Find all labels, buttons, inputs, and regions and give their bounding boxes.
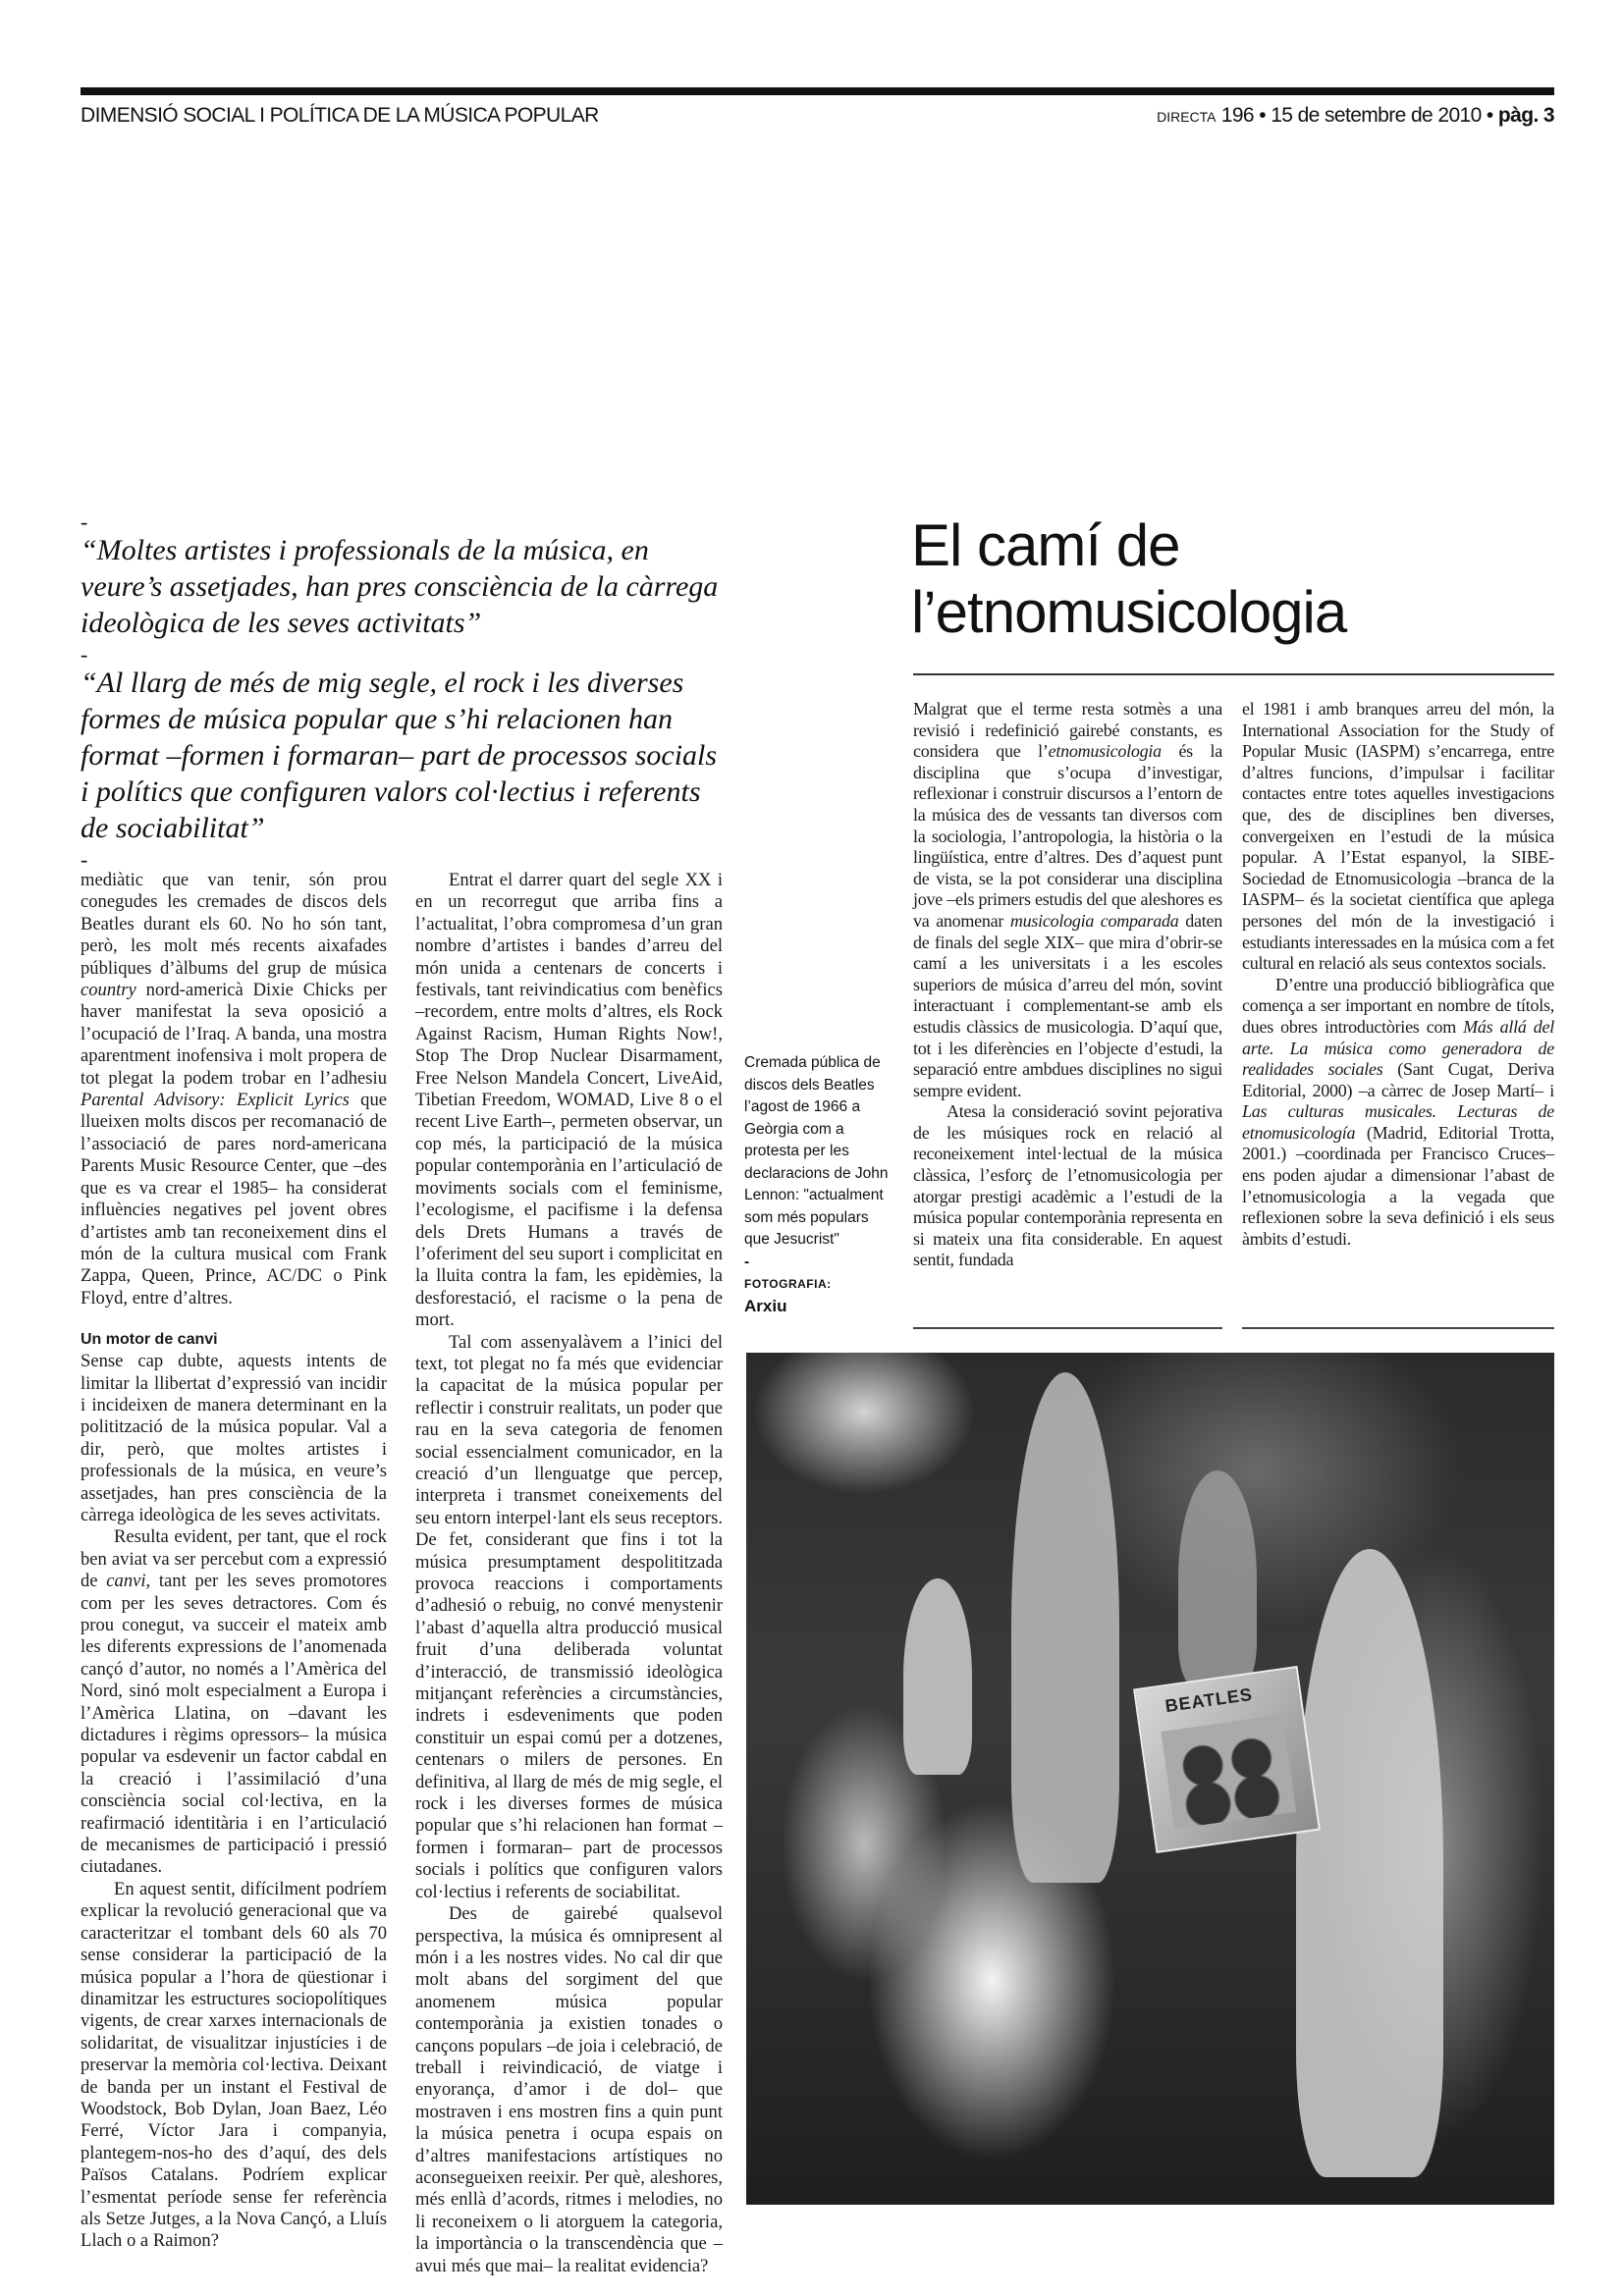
issue-date: 196 • 15 de setembre de 2010 •: [1216, 104, 1498, 127]
page-number: pàg. 3: [1497, 104, 1554, 127]
article-column-1: [81, 870, 387, 2253]
photo-figure: [1296, 1549, 1443, 2177]
quote-separator: -: [81, 642, 88, 667]
paragraph: el 1981 i amb branques arreu del món, la International Association for the Study of Popular Music (IASPM) s’encarrega, entre d’altres funcions, d’impulsar i facilitar contactes entre totes aquelles investigacions que, des de disciplines ben diverses, convergeixen en l’estudi de la música popular. A l’Estat espanyol, la SIBE-Sociedad de Etnomusicologia –branca de la IASPM– és la societat científica que aplega persones del món de la investigació i estudiants interessades en la música com a fet cultural en relació als seus contextos socials.: [1242, 699, 1554, 974]
album-cover-faces: [1161, 1715, 1296, 1829]
photo-credit-label: FOTOGRAFIA:: [744, 1277, 832, 1291]
photo-figure: [903, 1578, 972, 1775]
caption-separator: -: [744, 1253, 750, 1270]
sidebar-column-2: [1242, 699, 1554, 1250]
text: , tant per les seves promotores com per les seves detractores. Com és prou conegut, va succeir el mateix amb les diferents expressions de l’anomenada cançó d’autor, no només a l’Amèrica del Nord, sinó molt especialment a Europa i l’Amèrica Llatina, on –davant les dictadures i règims opressors– la música popular va esdevenir un factor cabdal en la creació i l’assimilació d’una consciència social col·lectiva, en la reafirmació identitària i en l’articulació de mecanismes de participació i pressió ciutadanes.: [81, 1571, 387, 1878]
italic-text: etnomusicologia: [1048, 741, 1162, 762]
beatles-album: [1133, 1666, 1321, 1853]
text: nord-americà Dixie Chicks per haver manifestat la seva oposició a l’ocupació de l’Iraq. A banda, una mostra aparentment inofensiva i molt propera de tot plegat la podem trobar en l’adhesiu: [81, 980, 387, 1089]
paragraph: [81, 870, 387, 1309]
sidebar-bottom-rule: [1242, 1327, 1554, 1329]
sidebar-title: [911, 512, 1346, 646]
sidebar-title-line: l’etnomusicologia: [911, 579, 1347, 645]
photo-figure: [1178, 1470, 1257, 1686]
pull-quote: “Moltes artistes i professionals de la música, en veure’s assetjades, han pres consciència de la càrrega ideològica de les seves activitats”: [81, 534, 719, 639]
text: mediàtic que van tenir, són prou conegudes les cremades de discos dels Beatles durant els 60. No ho són tant, però, les molt més recents aixafades públiques d’àlbums del grup de música: [81, 870, 387, 979]
photo-beatles-record-burning: [746, 1353, 1554, 2205]
pull-quotes: [81, 509, 719, 872]
text: és la disciplina que s’ocupa d’investigar, reflexionar i construir discursos a l’entorn de la música des de vessants tan diversos com la sociologia, l’antropologia, la història o la lingüística, entre d’altres. Des d’aquest punt de vista, se la pot considerar una disciplina jove –els primers estudis del que aleshores es va anomenar: [913, 741, 1222, 931]
page-info: [1157, 104, 1554, 128]
caption-text: Cremada pública de discos dels Beatles l’agost de 1966 a Geòrgia com a protesta per les declaracions de John Lennon: "actualment som més populars que Jesucrist": [744, 1054, 889, 1248]
photo-caption: [744, 1052, 892, 1317]
text: Malgrat que el terme resta sotmès a una revisió i redefinició gairebé constants, es considera que l’: [913, 699, 1222, 762]
photo-credit: Arxiu: [744, 1296, 787, 1315]
top-rule: [81, 87, 1554, 95]
italic-text: Más allá del arte. La música como generadora de realidades sociales: [1242, 1016, 1554, 1080]
text: (Sant Cugat, Deriva Editorial, 2000) –a càrrec de Josep Martí– i: [1242, 1059, 1555, 1100]
paragraph: Atesa la consideració sovint pejorativa de les músiques rock en relació al reconeixement intel·lectual de la música clàssica, l’esforç de l’etnomusicologia per atorgar prestigi acadèmic a l’estudi de la música popular contemporània representa en si mateix una fita considerable. En aquest sentit, fundada: [913, 1101, 1222, 1270]
italic-text: Las culturas musicales. Lecturas de etnomusicología: [1242, 1101, 1554, 1143]
quote-separator: -: [81, 847, 88, 872]
sidebar-column-1: [913, 699, 1222, 1271]
italic-text: country: [81, 980, 136, 1001]
italic-text: Parental Advisory: Explicit Lyrics: [81, 1090, 350, 1111]
paragraph: Tal com assenyalàvem a l’inici del text, tot plegat no fa més que evidenciar la capacitat de la música popular per reflectir i construir realitats, un poder que rau en la seva categoria de fenomen social essencialment comunicador, en la creació d’un llenguatge que percep, interpreta i transmet coneixements del seu entorn interpel·lant els seus receptors. De fet, considerant que fins i tot la música presumptament despolititzada provoca reaccions i comportaments d’adhesió o rebuig, no convé menystenir l’abast d’aquella altra producció musical fruit d’una deliberada voluntat d’interacció, de transmissió ideològica mitjançant referències a circumstàncies, indrets i esdeveniments que poden constituir un espai comú per a dotzenes, centenars o milers de persones. En definitiva, al llarg de més de mig segle, el rock i les diverses formes de música popular que s’hi relacionen han format –formen i formaran– part de processos socials i polítics que configuren valors col·lectius i referents de sociabilitat.: [415, 1331, 723, 1902]
subheading: Un motor de canvi: [81, 1331, 218, 1349]
sidebar-bottom-rule: [913, 1327, 1222, 1329]
section-title: DIMENSIÓ SOCIAL I POLÍTICA DE LA MÚSICA POPULAR: [81, 104, 599, 127]
paragraph: Sense cap dubte, aquests intents de limitar la llibertat d’expressió van incidir i incideixen de manera determinant en la politització de la música popular. Val a dir, però, que moltes artistes i professionals de la música, en veure’s assetjades, han pres consciència de la càrrega ideològica de les seves activitats.: [81, 1351, 387, 1525]
photo-figure: [1011, 1372, 1119, 1883]
paragraph: Des de gairebé qualsevol perspectiva, la música és omnipresent al món i a les nostres vides. No cal dir que molt abans del sorgiment del que anomenem música popular contemporània ja existien tonades o cançons populars –de joia i celebració, de treball i reivindicació, de viatge i enyorança, d’amor i de dol– que mostraven i ens mostren fins a quin punt la música penetra i ocupa espais on d’altres manifestacions artístiques no aconsegueixen reeixir. Per què, aleshores, més enllà d’acords, ritmes i melodies, no li reconeixem o li atorguem la categoria, la importància o la transcendència que –avui més que mai– la realitat evidencia?: [415, 1903, 723, 2276]
text: D’entre una producció bibliogràfica que comença a ser important en nombre de títols, dues obres introductòries com: [1242, 974, 1554, 1037]
album-title: BEATLES: [1163, 1683, 1255, 1717]
italic-text: canvi: [106, 1571, 146, 1592]
pull-quote: “Al llarg de més de mig segle, el rock i les diverses formes de música popular que s’hi relacionen han format –formen i formaran– part de processos socials i polítics que configuren valors col·lectius i referents de sociabilitat”: [81, 667, 718, 844]
text: que llueixen molts discos per recomanació de l’associació de pares nord-americana Parents Music Resource Center, que –des que es va crear el 1985– ha considerat influències negatives pel jovent obres d’artistes amb tan reconeixement dins el món de la cultura musical com Frank Zappa, Queen, Prince, AC/DC o Pink Floyd, entre d’altres.: [81, 1090, 388, 1308]
title-divider: [913, 673, 1554, 675]
italic-text: musicologia comparada: [1009, 910, 1179, 931]
paragraph: En aquest sentit, difícilment podríem explicar la revolució generacional que va caracteritzar el tombant dels 60 als 70 sense considerar la participació de la música popular a l’hora de qüestionar i dinamitzar les estructures sociopolítiques vigents, de crear xarxes internacionals de solidaritat, de visualitzar injustícies i de preservar la memòria col·lectiva. Deixant de banda per un instant el Festival de Woodstock, Bob Dylan, Joan Baez, Léo Ferré, Víctor Jara i companyia, plantegem-nos-ho des d’aquí, des dels Països Catalans. Podríem explicar l’esmentat període sense fer referència als Setze Jutges, a la Nova Cançó, a Lluís Llach o a Raimon?: [81, 1878, 387, 2252]
text: Resulta evident, per tant, que el rock ben aviat va ser percebut com a expressió de: [81, 1526, 387, 1592]
paragraph: [1242, 975, 1554, 1251]
paragraph: [81, 1526, 387, 1879]
sidebar-title-line: El camí de: [911, 512, 1180, 578]
paragraph: [913, 699, 1222, 1101]
publication-name: DIRECTA: [1157, 109, 1217, 125]
paragraph: Entrat el darrer quart del segle XX i en un recorregut que arriba fins a l’actualitat, l’obra compromesa d’un gran nombre d’artistes i bandes d’arreu del món unida a centenars de concerts i festivals, tant reivindicatius com benèfics –recordem, entre molts d’altres, els Rock Against Racism, Human Rights Now!, Stop The Drop Nuclear Disarmament, Free Nelson Mandela Concert, LiveAid, Tibetian Freedom, WOMAD, Live 8 o el recent Live Earth–, permeten observar, un cop més, la participació de la música popular contemporània en l’articulació de moviments socials com el feminisme, l’ecologisme, el pacifisme i la defensa dels Drets Humans a través de l’oferiment del seu suport i complicitat en la lluita contra la fam, les epidèmies, la desforestació, el racisme o la pena de mort.: [415, 870, 723, 1331]
quote-separator: -: [81, 509, 88, 534]
text: (Madrid, Editorial Trotta, 2001.) –coordinada per Francisco Cruces– ens poden ajudar a dimensionar l’abast de l’etnomusicologia a la vegada que reflexionen sobre la seva definició i els seus àmbits d’estudi.: [1242, 1122, 1554, 1249]
text: daten de finals del segle XIX– que mira d’obrir-se camí a les universitats i a les escoles superiors de música d’arreu del món, sovint interactuant i complementant-se amb els estudis clàssics de musicologia. D’aquí que, tot i les diferències en l’objecte d’estudi, la separació entre ambdues disciplines no sigui sempre evident.: [913, 910, 1222, 1100]
article-column-2: [415, 870, 723, 2277]
